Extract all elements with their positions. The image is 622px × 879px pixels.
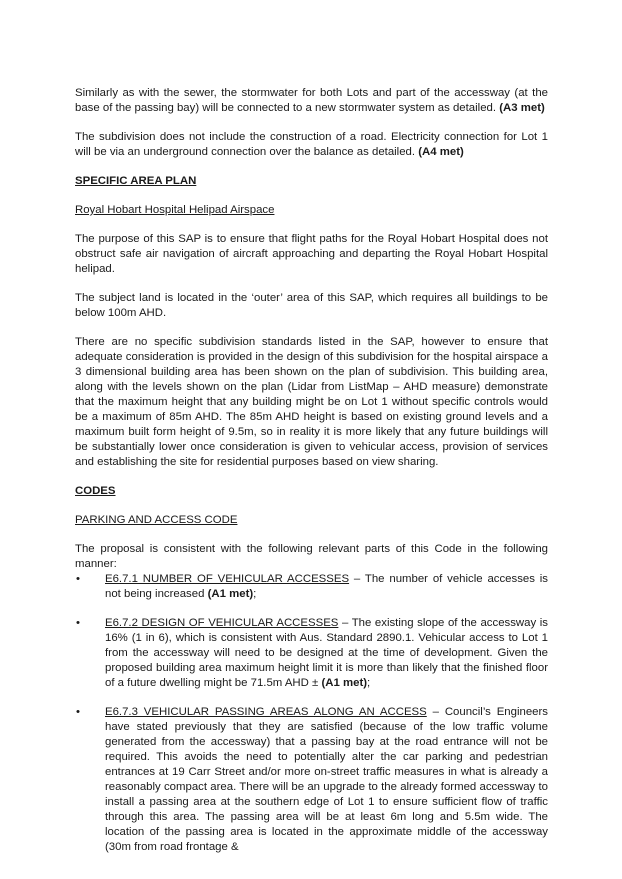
bullet-marker: • [76, 573, 80, 585]
clause-title: E6.7.1 NUMBER OF VEHICULAR ACCESSES [105, 573, 350, 585]
clause-title: E6.7.2 DESIGN OF VEHICULAR ACCESSES [105, 617, 339, 629]
helipad-airspace-subheading: Royal Hobart Hospital Helipad Airspace [75, 204, 275, 216]
code-items-list [75, 572, 548, 855]
sap-purpose-paragraph: The purpose of this SAP is to ensure that flight paths for the Royal Hobart Hospital does not obstruct safe air navigation of aircraft approaching and departing the Royal Hobart Hospital helipad. [75, 233, 548, 275]
list-item-e6-7-3 [75, 705, 548, 855]
sap-outer-area-paragraph: The subject land is located in the ‘outer’ area of this SAP, which requires all buildings to be below 100m AHD. [75, 292, 548, 319]
code-intro-paragraph: The proposal is consistent with the following relevant parts of this Code in the following manner: [75, 543, 548, 570]
clause-text: – Council’s Engineers have stated previously that they are satisfied (because of the low traffic volume generated from the accessway) that a passing bay at the road entrance will not be required. This avoids the need to potentially alter the car parking and pedestrian entrances at 19 Carr Street and/or more on-street traffic measures in what is already a reasonably compact area. There will be an upgrade to the already formed accessway to install a passing area at the southern edge of Lot 1 to ensure sufficient flow of traffic through this area. The passing area will be at least 6m long and 5.5m wide. The location of the passing area is located in the approximate middle of the accessway (30m from road frontage & [105, 706, 548, 853]
specific-area-plan-heading: SPECIFIC AREA PLAN [75, 175, 197, 187]
clause-met-label: (A1 met) [207, 588, 254, 600]
clause-tail: ; [367, 677, 371, 689]
road-paragraph [75, 130, 548, 160]
codes-heading: CODES [75, 485, 116, 497]
clause-text: – The existing slope of the accessway is 16% (1 in 6), which is consistent with Aus. Standard 2890.1. Vehicular access to Lot 1 from the accessway will need to be designed at the time of development. Given the proposed building area maximum height limit it is more than likely that the finished floor of a future dwelling might be 71.5m AHD ± [105, 617, 548, 689]
parking-access-code-subheading: PARKING AND ACCESS CODE [75, 514, 238, 526]
a4-met-label: (A4 met) [418, 146, 464, 158]
clause-tail: ; [253, 588, 257, 600]
sap-building-area-paragraph: There are no specific subdivision standards listed in the SAP, however to ensure that adequate consideration is provided in the design of this subdivision for the hospital airspace a 3 dimensional building area has been shown on the plan of subdivision. This building area, along with the levels shown on the plan (Lidar from ListMap – AHD measure) demonstrate that the maximum height that any building might be on Lot 1 without specific controls would be a maximum of 85m AHD. The 85m AHD height is based on existing ground levels and a maximum built form height of 9.5m, so in reality it is more likely that any future buildings will be substantially lower once consideration is given to vehicular access, provision of services and establishing the site for residential purposes based on view sharing. [75, 336, 548, 468]
stormwater-text: Similarly as with the sewer, the stormwater for both Lots and part of the accessway (at the base of the passing bay) will be connected to a new stormwater system as detailed. [75, 87, 548, 114]
clause-text: – The number of vehicle accesses is not being increased [105, 573, 548, 600]
clause-title: E6.7.3 VEHICULAR PASSING AREAS ALONG AN ACCESS [105, 706, 427, 718]
clause-met-label: (A1 met) [321, 677, 368, 689]
a3-met-label: (A3 met) [499, 102, 545, 114]
list-item-e6-7-2 [75, 616, 548, 691]
bullet-marker: • [76, 617, 80, 629]
bullet-marker: • [76, 706, 80, 718]
stormwater-paragraph [75, 86, 548, 116]
list-item-e6-7-1 [75, 572, 548, 602]
road-text: The subdivision does not include the construction of a road. Electricity connection for Lot 1 will be via an underground connection over the balance as detailed. [75, 131, 548, 158]
